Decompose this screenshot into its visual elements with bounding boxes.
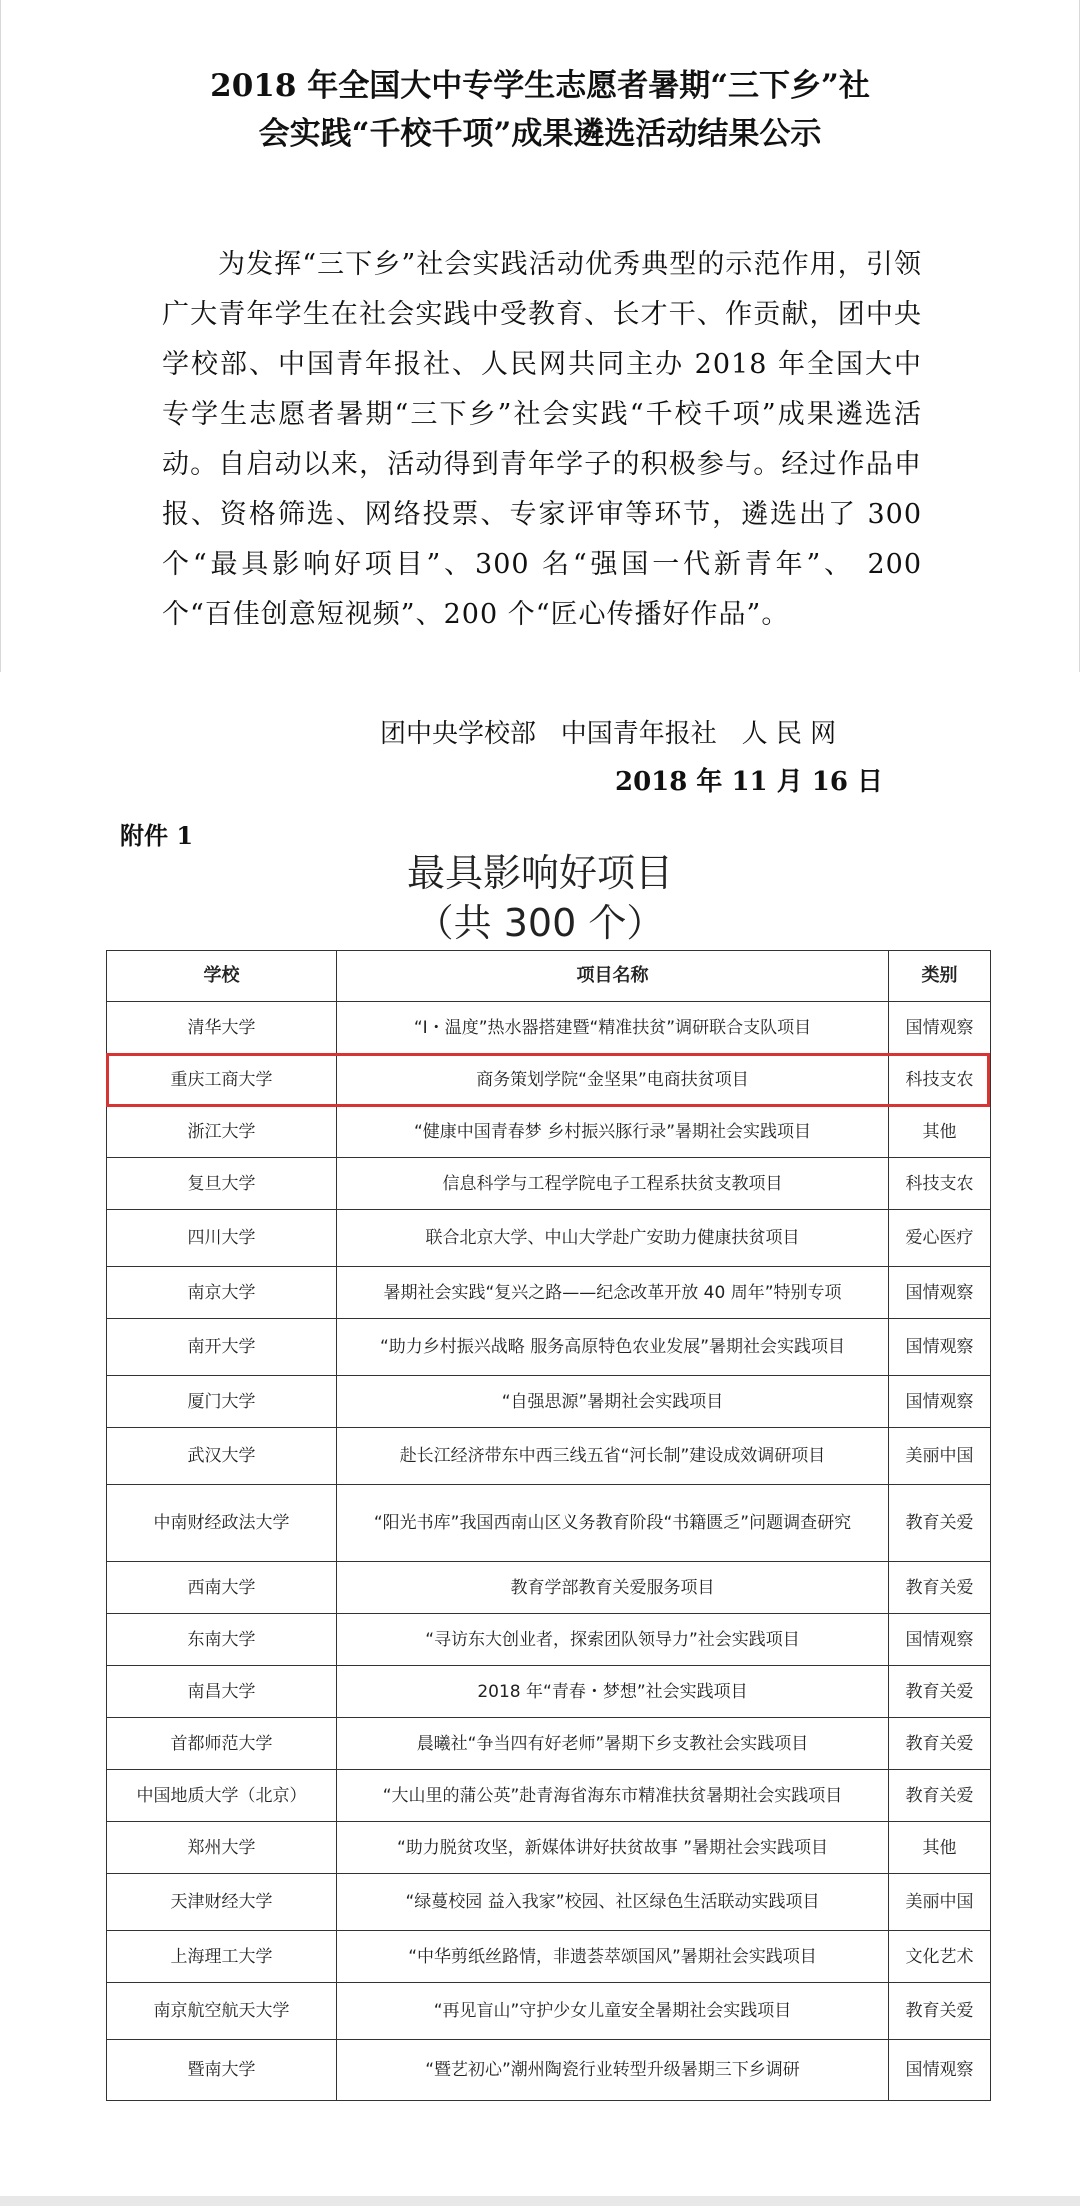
cell-category: 教育关爱: [889, 1562, 991, 1614]
cell-project: 教育学部教育关爱服务项目: [337, 1562, 889, 1614]
cell-project: “自强思源”暑期社会实践项目: [337, 1376, 889, 1428]
attachment-label: 附件 1: [120, 821, 194, 850]
cell-category: 科技支农: [889, 1054, 991, 1106]
cell-category: 国情观察: [889, 1319, 991, 1376]
table-header-row: [107, 951, 991, 1002]
cell-school: 南京航空航天大学: [107, 1983, 337, 2040]
cell-category: 教育关爱: [889, 1983, 991, 2040]
cell-project: 2018 年“青春・梦想”社会实践项目: [337, 1666, 889, 1718]
projects-table: [106, 950, 991, 2101]
signature-orgs: 团中央学校部 中国青年报社 人 民 网: [380, 719, 837, 749]
cell-school: 南开大学: [107, 1319, 337, 1376]
cell-project: “大山里的蒲公英”赴青海省海东市精准扶贫暑期社会实践项目: [337, 1770, 889, 1822]
cell-project: “中华剪纸丝路情，非遗荟萃颂国风”暑期社会实践项目: [337, 1931, 889, 1983]
cell-category: 国情观察: [889, 1614, 991, 1666]
cell-school: 天津财经大学: [107, 1874, 337, 1931]
title-line-1: 2018 年全国大中专学生志愿者暑期“三下乡”社: [210, 68, 870, 104]
signature-date: 2018 年 11 月 16 日: [615, 767, 883, 797]
cell-category: 美丽中国: [889, 1874, 991, 1931]
table-row: [107, 1428, 991, 1485]
cell-school: 中南财经政法大学: [107, 1485, 337, 1562]
table-row: [107, 1158, 991, 1210]
cell-school: 暨南大学: [107, 2040, 337, 2101]
list-title-count: （共 300 个）: [415, 901, 665, 945]
cell-category: 美丽中国: [889, 1428, 991, 1485]
table-body: [107, 1002, 991, 2101]
cell-school: 郑州大学: [107, 1822, 337, 1874]
cell-project: 暑期社会实践“复兴之路——纪念改革开放 40 周年”特别专项: [337, 1267, 889, 1319]
cell-school: 南昌大学: [107, 1666, 337, 1718]
table-row: [107, 1874, 991, 1931]
header-category: 类别: [889, 951, 991, 1002]
list-title-main: 最具影响好项目: [406, 851, 673, 895]
header-project: 项目名称: [337, 951, 889, 1002]
cell-project: 赴长江经济带东中西三线五省“河长制”建设成效调研项目: [337, 1428, 889, 1485]
table-row: [107, 2040, 991, 2101]
cell-category: 文化艺术: [889, 1931, 991, 1983]
cell-project: “助力乡村振兴战略 服务高原特色农业发展”暑期社会实践项目: [337, 1319, 889, 1376]
cell-school: 南京大学: [107, 1267, 337, 1319]
cell-school: 厦门大学: [107, 1376, 337, 1428]
table-row: [107, 1931, 991, 1983]
cell-school: 西南大学: [107, 1562, 337, 1614]
cell-category: 国情观察: [889, 1376, 991, 1428]
table-row: [107, 1822, 991, 1874]
cell-project: 商务策划学院“金坚果”电商扶贫项目: [337, 1054, 889, 1106]
cell-project: “暨艺初心”潮州陶瓷行业转型升级暑期三下乡调研: [337, 2040, 889, 2101]
header-school: 学校: [107, 951, 337, 1002]
cell-school: 四川大学: [107, 1210, 337, 1267]
cell-project: 联合北京大学、中山大学赴广安助力健康扶贫项目: [337, 1210, 889, 1267]
cell-category: 其他: [889, 1106, 991, 1158]
cell-school: 复旦大学: [107, 1158, 337, 1210]
cell-project: “再见盲山”守护少女儿童安全暑期社会实践项目: [337, 1983, 889, 2040]
table-row: [107, 1983, 991, 2040]
cell-project: 晨曦社“争当四有好老师”暑期下乡支教社会实践项目: [337, 1718, 889, 1770]
table-row: [107, 1106, 991, 1158]
table-row: [107, 1614, 991, 1666]
cell-school: 清华大学: [107, 1002, 337, 1054]
cell-category: 教育关爱: [889, 1485, 991, 1562]
cell-project: “I・温度”热水器搭建暨“精准扶贫”调研联合支队项目: [337, 1002, 889, 1054]
table-row: [107, 1376, 991, 1428]
cell-project: 信息科学与工程学院电子工程系扶贫支教项目: [337, 1158, 889, 1210]
table-row: [107, 1002, 991, 1054]
projects-table-container: [106, 950, 990, 2101]
cell-project: “寻访东大创业者，探索团队领导力”社会实践项目: [337, 1614, 889, 1666]
cell-category: 爱心医疗: [889, 1210, 991, 1267]
cell-project: “阳光书库”我国西南山区义务教育阶段“书籍匮乏”问题调查研究: [337, 1485, 889, 1562]
cell-project: “绿蔓校园 益入我家”校园、社区绿色生活联动实践项目: [337, 1874, 889, 1931]
table-row: [107, 1267, 991, 1319]
cell-school: 浙江大学: [107, 1106, 337, 1158]
cell-project: “助力脱贫攻坚，新媒体讲好扶贫故事 ”暑期社会实践项目: [337, 1822, 889, 1874]
cell-category: 教育关爱: [889, 1666, 991, 1718]
table-row: [107, 1562, 991, 1614]
cell-category: 教育关爱: [889, 1718, 991, 1770]
table-row: [107, 1666, 991, 1718]
cell-category: 教育关爱: [889, 1770, 991, 1822]
cell-category: 国情观察: [889, 1002, 991, 1054]
cell-school: 东南大学: [107, 1614, 337, 1666]
cell-school: 武汉大学: [107, 1428, 337, 1485]
cell-school: 重庆工商大学: [107, 1054, 337, 1106]
intro-paragraph: 为发挥“三下乡”社会实践活动优秀典型的示范作用，引领广大青年学生在社会实践中受教育、长才干、作贡献，团中央学校部、中国青年报社、人民网共同主办 2018 年全国大中专学生志愿者暑期“三下乡”社会实践“千校千项”成果遴选活动。自启动以来，活动得到青年学子的积极参与。经过作品申报、资格筛选、网络投票、专家评审等环节，遴选出了 300个“最具影响好项目”、300 名“强国一代新青年”、 200个“百佳创意短视频”、200 个“匠心传播好作品”。: [162, 249, 922, 630]
table-row: [107, 1210, 991, 1267]
cell-category: 国情观察: [889, 2040, 991, 2101]
cell-category: 其他: [889, 1822, 991, 1874]
table-row: [107, 1054, 991, 1106]
cell-school: 上海理工大学: [107, 1931, 337, 1983]
signature-block: [380, 710, 940, 806]
table-row: [107, 1485, 991, 1562]
cell-category: 国情观察: [889, 1267, 991, 1319]
cell-school: 中国地质大学（北京）: [107, 1770, 337, 1822]
cell-category: 科技支农: [889, 1158, 991, 1210]
cell-school: 首都师范大学: [107, 1718, 337, 1770]
cell-project: “健康中国青春梦 乡村振兴豚行录”暑期社会实践项目: [337, 1106, 889, 1158]
table-row: [107, 1319, 991, 1376]
page-bottom-strip: [0, 2196, 1080, 2206]
title-line-2: 会实践“千校千项”成果遴选活动结果公示: [258, 116, 822, 152]
table-row: [107, 1770, 991, 1822]
table-row: [107, 1718, 991, 1770]
document-title: [120, 62, 960, 158]
list-title: [290, 848, 790, 948]
